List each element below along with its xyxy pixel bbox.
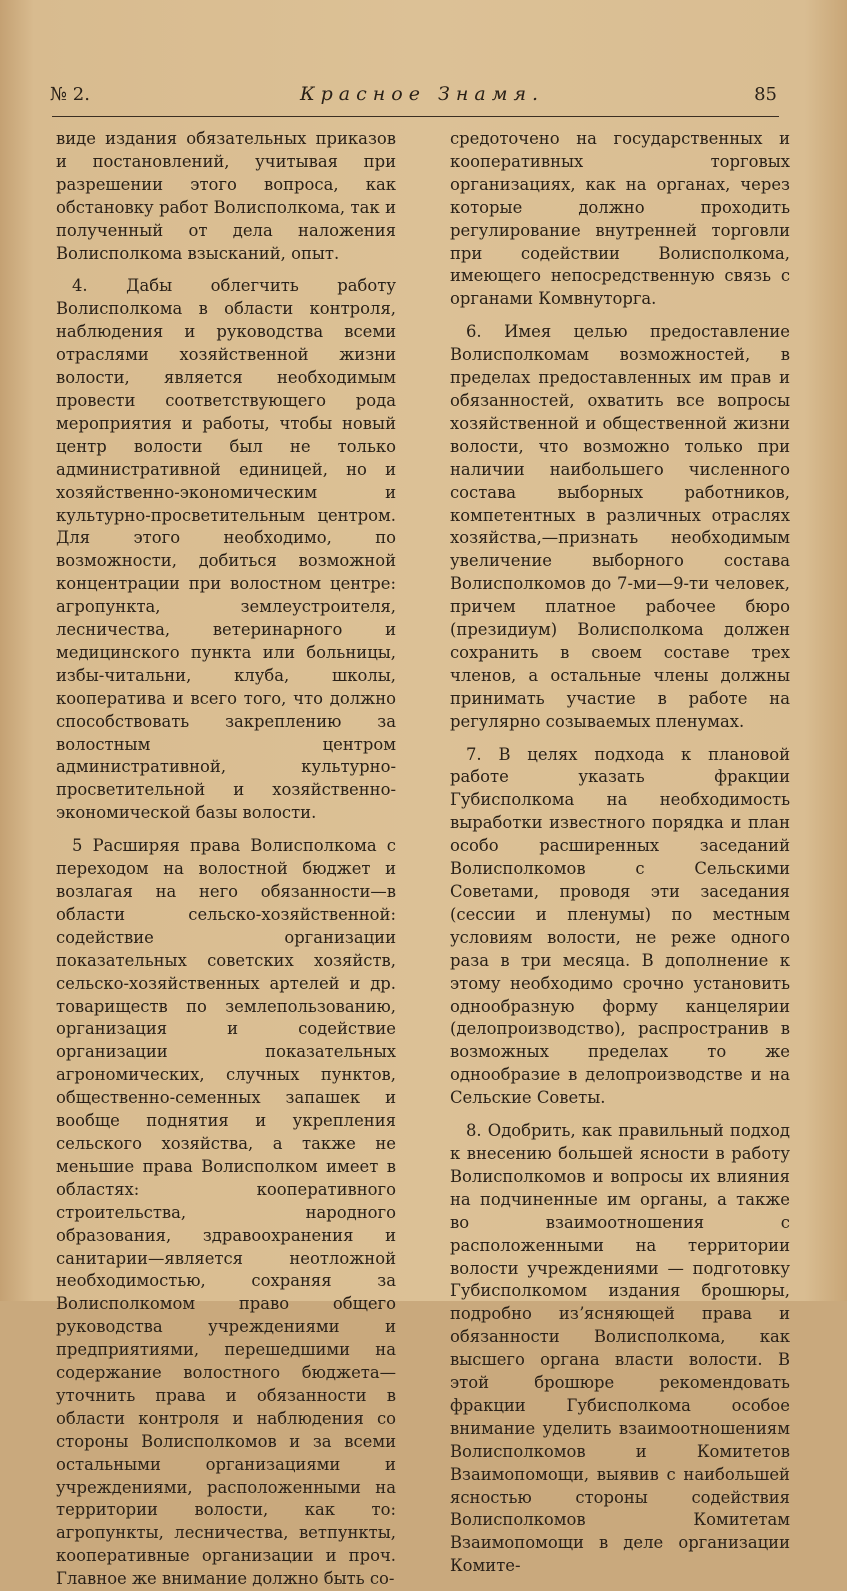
paragraph-item-4: 4. Дабы облегчить работу Волисполкома в области контроля, наблюдения и руководства всеми отраслями хозяйственной жизни волости, является необходимым провести соответствующего рода мероприятия и работы, чтобы новый центр волости был не только административной единицей, но и хозяйственно-экономическим и культурно-просветительным центром. Для этого необходимо, по возможности, добиться возможной концентрации при волостном центре: агропункта, землеустроителя, лесничества, ветеринарного и медицинского пункта или больницы, избы-читальни, клуба, школы, кооператива и всего того, что должно способствовать закреплению за волостным центром административной, культурно-просветительной и хозяйственно-экономической базы волости. [56,276,396,823]
header-rule [52,116,779,117]
right-column [450,128,790,1576]
paragraph-item-5: 5 Расширяя права Волисполкома с переходом на волостной бюджет и возлагая на него обязанности—в области сельско-хозяйственной: содействие организации показательных советских хозяйств, сельско-хозяйственных артелей и др. товариществ по землепользованию, организация и содействие организации показательных агрономических, случных пунктов, общественно-семенных запашек и вообще поднятия и укрепления сельского хозяйства, а также не меньшие права Волисполком имеет в областях: кооперативного строительства, народного образования, здравоохранения и санитарии—является неотложной необходимостью, сохраняя за Волисполкомом право общего руководства учреждениями и предприятиями, перешедшими на содержание волостного бюджета—уточнить права и обязанности в области контроля и наблюдения со стороны Волисполкомов и за всеми остальными организациями и учреждениями, расположенными на территории волости, как то: агропункты, лесничества, ветпункты, кооперативные организации и проч. Главное же внимание должно быть со- [56,836,396,1589]
paragraph-item-7: 7. В целях подхода к плановой работе указать фракции Губисполкома на необходимость выработки известного порядка и план особо расширенных заседаний Волисполкомов с Сельскими Советами, проводя эти заседания (сессии и пленумы) по местным условиям волости, не реже одного раза в три месяца. В дополнение к этому необходимо срочно установить однообразную форму канцелярии (делопроизводство), распространив в возможных пределах то же однообразие в делопроизводстве и на Сельские Советы. [450,744,790,1108]
paragraph-item-8: 8. Одобрить, как правильный подход к внесению большей ясности в работу Волисполкомов и вопросы их влияния на подчиненные им органы, а также во взаимоотношения с расположенными на территории волости учреждениями — подготовку Губисполкомом издания брошюры, подробно изʼясняющей права и обязанности Волисполкома, как высшего органа власти волости. В этой брошюре рекомендовать фракции Губисполкома особое внимание уделить взаимоотношениям Волисполкомов и Комитетов Взаимопомощи, выявив с наибольшей ясностью стороны содействия Волисполкомов Комитетам Взаимопомощи в деле организации Комите- [450,1121,790,1576]
text-columns [56,128,790,1589]
paragraph-item-6: 6. Имея целью предоставление Волисполкомам возможностей, в пределах предоставленных им прав и обязанностей, охватить все вопросы хозяйственной и общественной жизни волости, что возможно только при наличии наибольшего численного состава выборных работников, компетентных в различных отраслях хозяйства,—признать необходимым увеличение выборного состава Волисполкомов до 7-ми—9-ти человек, причем платное рабочее бюро (президиум) Волисполкома должен сохранить в своем составе трех членов, а остальные члены должны принимать участие в работе на регулярно созываемых пленумах. [450,322,790,731]
issue-number: № 2. [50,83,90,105]
paragraph-continued: средоточено на государственных и кооперативных торговых организациях, как на органах, через которые должно проходить регулирование внутренней торговли при содействии Волисполкома, имеющего непосредственную связь с органами Комвнуторга. [450,129,790,309]
journal-title: Красное Знамя. [299,83,545,105]
paragraph-continued: виде издания обязательных приказов и постановлений, учитывая при разрешении этого вопроса, как обстановку работ Волисполкома, так и полученный от дела наложения Волисполкома взысканий, опыт. [56,129,396,263]
running-header [50,78,777,110]
page-number: 85 [754,83,777,105]
left-column [56,128,396,1589]
